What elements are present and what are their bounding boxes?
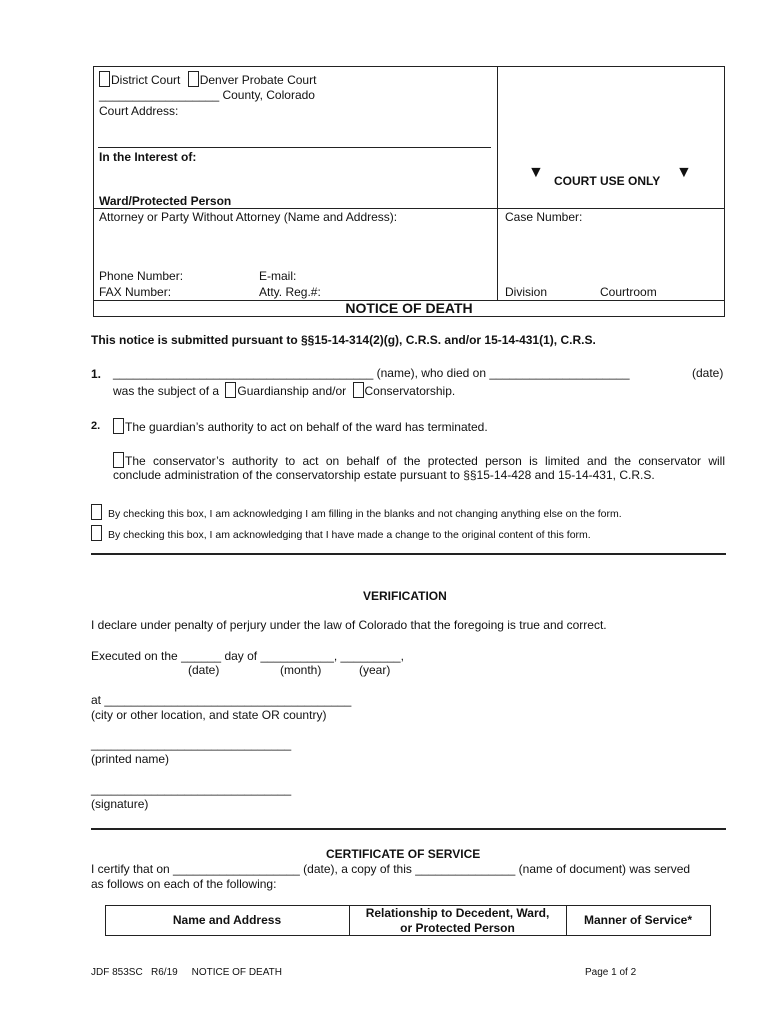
item-1-subject-row — [113, 382, 455, 398]
email-label: E-mail: — [259, 269, 297, 283]
division-label: Division — [505, 285, 548, 299]
location-sublabel: (city or other location, and state OR country) — [91, 708, 327, 722]
certificate-line-1[interactable]: I certify that on ___________________ (date), a copy of this _______________ (name of document) was served — [91, 862, 691, 876]
guardian-terminated-text: The guardian’s authority to act on behalf of the ward has terminated. — [125, 420, 488, 434]
ack-1-text: By checking this box, I am acknowledging I am filling in the blanks and not changing anything else on the form. — [108, 508, 622, 520]
attorney-label: Attorney or Party Without Attorney (Name and Address): — [99, 210, 398, 224]
fax-label: FAX Number: — [99, 285, 172, 299]
conservatorship-label: Conservatorship. — [364, 384, 456, 398]
denver-probate-label: Denver Probate Court — [199, 73, 317, 87]
item-2-number: 2. — [91, 420, 101, 432]
phone-label: Phone Number: — [99, 269, 184, 283]
conservatorship-checkbox[interactable] — [353, 382, 364, 398]
certificate-line-2: as follows on each of the following: — [91, 877, 277, 891]
section-divider — [91, 828, 726, 830]
atty-reg-label: Atty. Reg.#: — [259, 285, 321, 299]
item-1-number: 1. — [91, 367, 102, 381]
verification-heading: VERIFICATION — [363, 589, 447, 603]
courtroom-label: Courtroom — [600, 285, 657, 299]
caption-right-border — [724, 66, 725, 317]
footer-page-number: Page 1 of 2 — [585, 967, 637, 978]
conservator-text-1: The conservator’s authority to act on behalf of the protected person is limited and the conservator will — [125, 454, 725, 468]
court-use-only-label: COURT USE ONLY — [554, 174, 661, 188]
signature-line[interactable]: ______________________________ — [91, 782, 292, 796]
pursuant-statement: This notice is submitted pursuant to §§15-14-314(2)(g), C.R.S. and/or 15-14-431(1), C.R.S. — [91, 333, 596, 347]
guardianship-checkbox[interactable] — [225, 382, 236, 398]
col-name-address: Name and Address — [172, 913, 282, 927]
guardian-terminated-row — [113, 418, 488, 434]
conservator-text-2: conclude administration of the conservatorship estate pursuant to §§15-14-428 and 15-14-431, C.R.S. — [113, 468, 655, 482]
table-right-border — [710, 905, 711, 936]
district-court-label: District Court — [111, 73, 181, 87]
court-address-label: Court Address: — [99, 104, 179, 118]
executed-line[interactable]: Executed on the ______ day of ___________, _________, — [91, 649, 404, 663]
caption-address-rule — [98, 147, 491, 148]
conservator-limited-checkbox[interactable] — [113, 452, 124, 468]
guardianship-label: Guardianship and/or — [237, 384, 347, 398]
location-line[interactable]: at _____________________________________ — [91, 693, 352, 707]
denver-probate-checkbox[interactable] — [188, 71, 199, 87]
ack-2-text: By checking this box, I am acknowledging that I have made a change to the original content of this form. — [108, 529, 591, 541]
ack-2-row — [91, 525, 591, 541]
conservator-row — [113, 452, 725, 468]
item-1-name-line[interactable]: _______________________________________ (name), who died on _____________________ — [113, 366, 630, 380]
signature-sublabel: (signature) — [91, 797, 149, 811]
printed-name-line[interactable]: ______________________________ — [91, 737, 292, 751]
col-manner: Manner of Service* — [583, 913, 693, 927]
month-sublabel: (month) — [280, 663, 322, 677]
caption-top-border — [93, 66, 725, 67]
subject-prefix: was the subject of a — [113, 384, 220, 398]
court-type-row — [99, 71, 316, 87]
arrow-down-icon: ▼ — [528, 164, 544, 181]
section-divider — [91, 553, 726, 555]
page-title: NOTICE OF DEATH — [345, 300, 473, 316]
title-bottom-border — [93, 316, 725, 317]
table-bottom-border — [105, 935, 711, 936]
in-interest-label: In the Interest of: — [99, 150, 197, 164]
date-sublabel: (date) — [188, 663, 220, 677]
certificate-heading: CERTIFICATE OF SERVICE — [326, 847, 481, 861]
caption-mid-border — [93, 208, 725, 209]
year-sublabel: (year) — [359, 663, 391, 677]
district-court-checkbox[interactable] — [99, 71, 110, 87]
printed-name-sublabel: (printed name) — [91, 752, 170, 766]
county-line[interactable]: __________________ County, Colorado — [99, 88, 315, 102]
col-relationship-1: Relationship to Decedent, Ward, — [365, 906, 550, 920]
caption-divider — [497, 66, 498, 300]
ack-1-checkbox[interactable] — [91, 504, 102, 520]
caption-left-border — [93, 66, 94, 317]
case-number-label: Case Number: — [505, 210, 583, 224]
col-relationship-2: or Protected Person — [400, 921, 515, 935]
ack-2-checkbox[interactable] — [91, 525, 102, 541]
ward-label: Ward/Protected Person — [99, 194, 232, 208]
ack-1-row — [91, 504, 622, 520]
arrow-down-icon: ▼ — [676, 164, 692, 181]
guardian-terminated-checkbox[interactable] — [113, 418, 124, 434]
item-1-date-label: (date) — [692, 366, 724, 380]
footer-form-id: JDF 853SC R6/19 NOTICE OF DEATH — [91, 967, 282, 978]
declaration-text: I declare under penalty of perjury under the law of Colorado that the foregoing is true and correct. — [91, 618, 607, 632]
